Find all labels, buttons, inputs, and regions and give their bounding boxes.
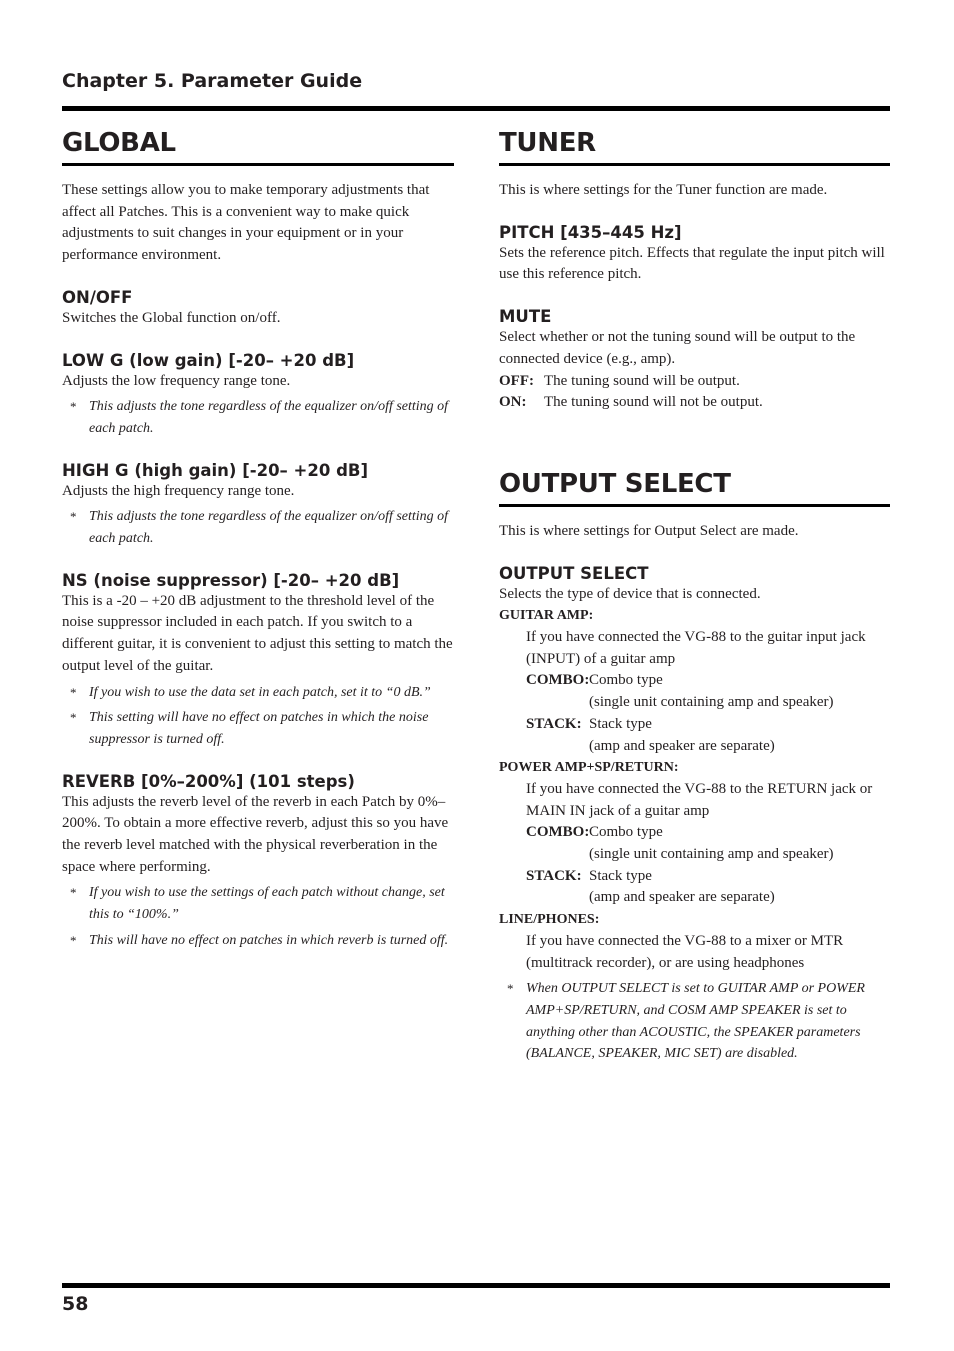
line-phones-text: If you have connected the VG-88 to a mixer or MTR (multitrack recorder), or are using headphones — [526, 932, 844, 971]
output-select-text: Selects the type of device that is connected. — [499, 585, 761, 602]
page-number: 58 — [62, 1293, 89, 1315]
ns-text: This is a -20 – +20 dB adjustment to the threshold level of the noise suppressor included in each patch. If you switch to a different guitar, it is convenient to adjust this setting to match the output level of the guitar. — [62, 592, 453, 674]
tuner-title: TUNER — [499, 126, 890, 166]
guitar-amp-text: If you have connected the VG-88 to the guitar input jack (INPUT) of a guitar amp — [526, 629, 866, 667]
output-select-title: OUTPUT SELECT — [499, 467, 890, 507]
note-marker: * — [70, 399, 77, 415]
global-intro: These settings allow you to make temporary adjustments that affect all Patches. This is a convenient way to make quick adjustments to suit changes in your equipment or in your performance environment. — [62, 182, 430, 264]
high-g-text: Adjusts the high frequency range tone. — [62, 482, 295, 499]
output-select-section — [499, 467, 890, 1065]
low-g-note: * This adjusts the tone regardless of the equalizer on/off setting of each patch. — [62, 396, 454, 439]
power-amp-stack-row: STACK: Stack type — [526, 867, 652, 884]
right-column — [499, 126, 890, 1065]
reverb-note-2: * This will have no effect on patches in which reverb is turned off. — [70, 932, 449, 948]
guitar-amp-combo-row: COMBO: Combo type — [526, 672, 663, 689]
mute-heading: MUTE — [499, 307, 552, 327]
power-amp-stack-desc: (amp and speaker are separate) — [589, 889, 775, 906]
footer-rule — [62, 1283, 890, 1288]
high-g-note: * This adjusts the tone regardless of the equalizer on/off setting of each patch. — [70, 509, 449, 547]
high-g-heading: HIGH G (high gain) [-20– +20 dB] — [62, 460, 369, 480]
guitar-amp-stack-desc: (amp and speaker are separate) — [589, 737, 775, 754]
pitch-heading: PITCH [435–445 Hz] — [499, 222, 682, 242]
power-amp-label: POWER AMP+SP/RETURN: — [499, 760, 679, 776]
mute-off-text: The tuning sound will be output. — [544, 372, 740, 389]
ns-note-1: * If you wish to use the data set in each patch, set it to “0 dB.” — [70, 684, 431, 700]
reverb-text: This adjusts the reverb level of the reverb in each Patch by 0%–200%. To obtain a more effective reverb, adjust this so you have the reverb level matched with the physical reverberation in the space where performing. — [62, 793, 449, 875]
power-amp-text: If you have connected the VG-88 to the RETURN jack or MAIN IN jack of a guitar amp — [526, 780, 873, 819]
ns-heading: NS (noise suppressor) [-20– +20 dB] — [62, 570, 400, 590]
power-amp-combo-desc: (single unit containing amp and speaker) — [589, 846, 834, 863]
mute-off-row — [499, 371, 890, 393]
tuner-intro: This is where settings for the Tuner function are made. — [499, 182, 828, 198]
header-rule — [62, 106, 890, 111]
mute-text: Select whether or not the tuning sound will be output to the connected device (e.g., amp). — [499, 329, 856, 367]
global-section — [62, 126, 454, 952]
mute-on-row — [499, 392, 890, 414]
power-amp-combo-row: COMBO: Combo type — [526, 824, 663, 841]
pitch-text: Sets the reference pitch. Effects that regulate the input pitch will use this reference pitch. — [499, 244, 885, 283]
global-title: GLOBAL — [62, 126, 454, 166]
line-phones-label: LINE/PHONES: — [499, 912, 600, 928]
guitar-amp-combo-desc: (single unit containing amp and speaker) — [589, 694, 834, 711]
on-off-heading: ON/OFF — [62, 287, 133, 307]
guitar-amp-stack-row: STACK: Stack type — [526, 715, 652, 732]
on-off-text: Switches the Global function on/off. — [62, 309, 281, 326]
ns-note-2: * This setting will have no effect on patches in which the noise suppressor is turned off. — [70, 710, 429, 747]
output-select-note: * When OUTPUT SELECT is set to GUITAR AMP or POWER AMP+SP/RETURN, and COSM AMP SPEAKER is set to anything other than ACOUSTIC, the SPEAKER parameters (BALANCE, SPEAKER, MIC SET) are disabled. — [507, 981, 865, 1062]
output-select-heading: OUTPUT SELECT — [499, 563, 649, 583]
mute-off-key: OFF: — [499, 372, 534, 389]
low-g-text: Adjusts the low frequency range tone. — [62, 372, 291, 389]
reverb-note-1: * If you wish to use the settings of each patch without change, set this to “100%.” — [70, 885, 445, 923]
output-select-intro: This is where settings for Output Select are made. — [499, 522, 799, 539]
reverb-heading: REVERB [0%–200%] (101 steps) — [62, 771, 355, 791]
tuner-section — [499, 126, 890, 414]
chapter-title: Chapter 5. Parameter Guide — [62, 70, 363, 92]
mute-on-text: The tuning sound will not be output. — [544, 394, 763, 411]
guitar-amp-label: GUITAR AMP: — [499, 608, 594, 624]
mute-on-key: ON: — [499, 394, 527, 411]
low-g-heading: LOW G (low gain) [-20– +20 dB] — [62, 350, 355, 370]
